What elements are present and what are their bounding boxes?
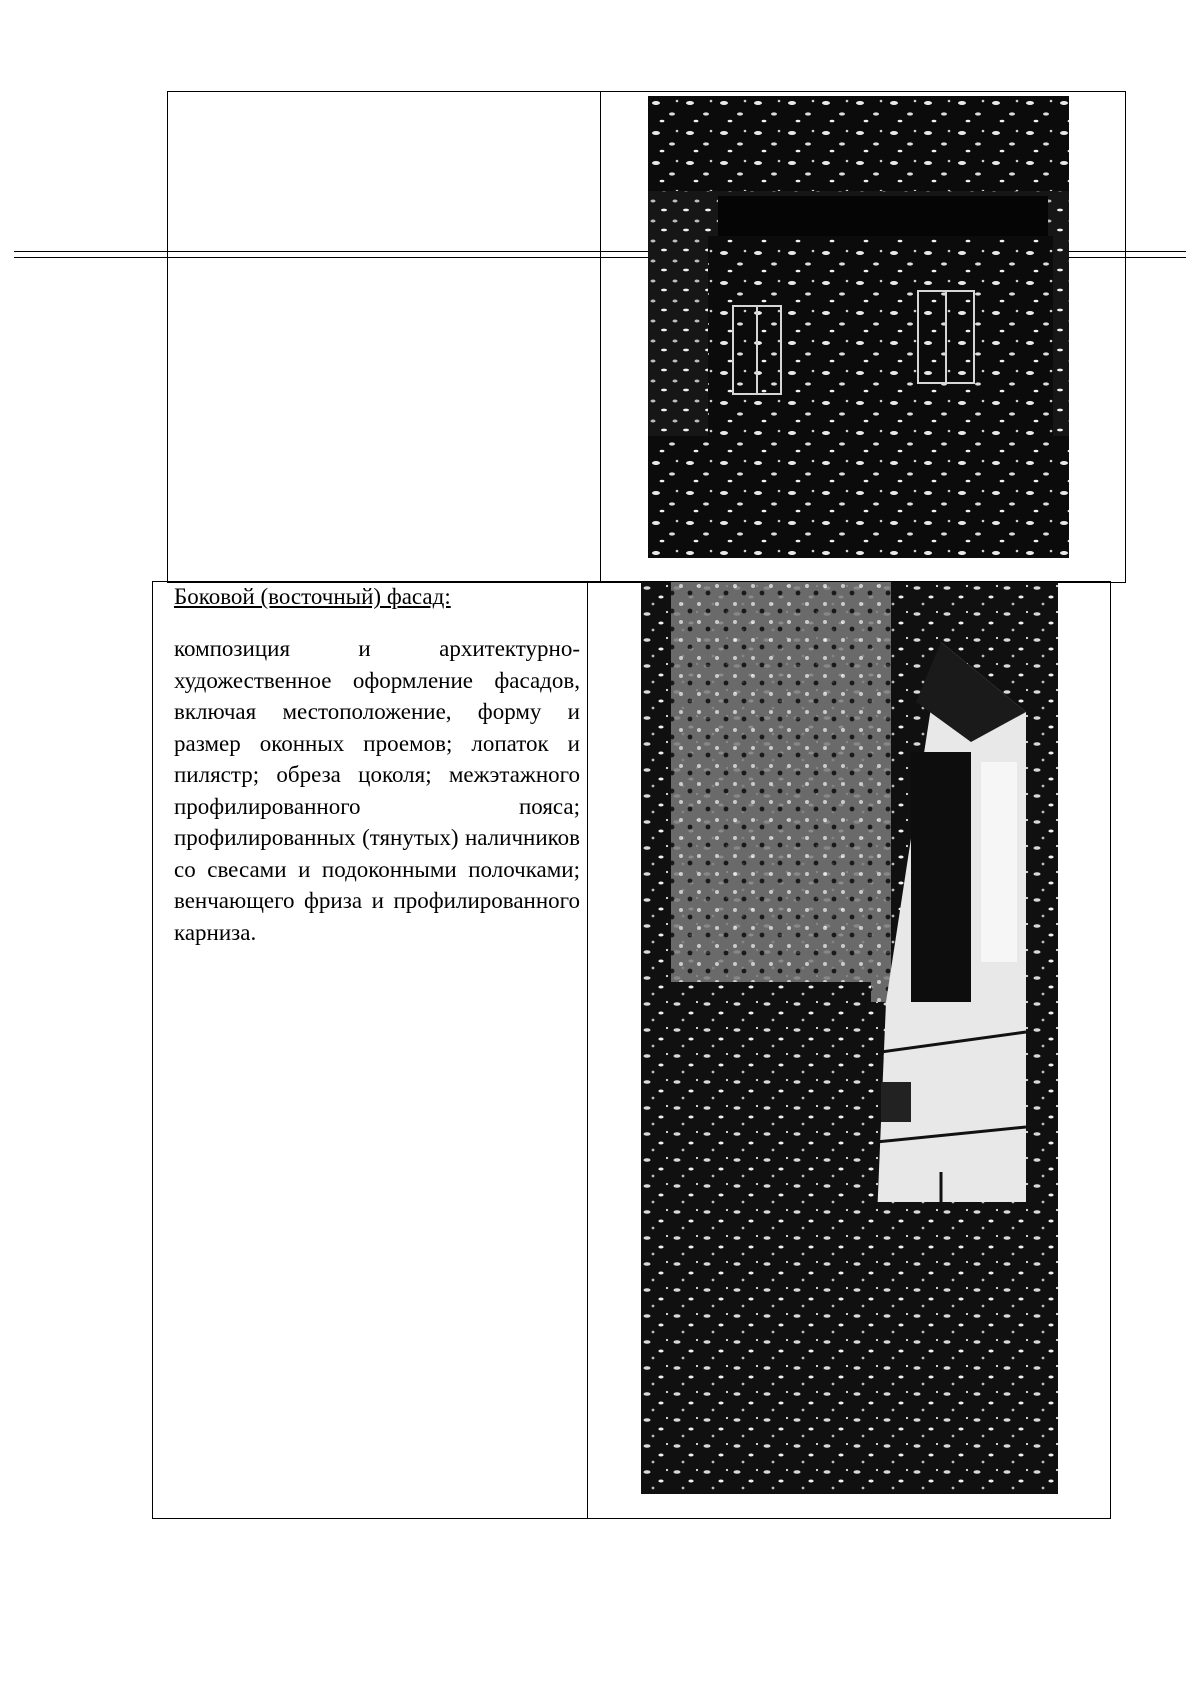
section-heading: Боковой (восточный) фасад:	[174, 584, 451, 609]
row-2-text-cell	[174, 583, 580, 948]
photo-facade-windows-trees-icon	[648, 96, 1069, 558]
table-lower-divider	[587, 581, 588, 1519]
facade-photo-1	[648, 96, 1069, 558]
section-description: композиция и архитектурно-художественное оформление фасадов, включая местоположение, форму и размер оконных проемов; лопаток и пилястр; обреза цоколя; межэтажного профилированного пояса; профилированных (тянутых) наличников со свесами и подоконными полочками; венчающего фриза и профилированного карниза.	[174, 636, 580, 945]
table-upper-divider	[600, 91, 601, 583]
facade-photo-2	[641, 582, 1058, 1494]
photo-east-facade-trees-icon	[641, 582, 1058, 1494]
